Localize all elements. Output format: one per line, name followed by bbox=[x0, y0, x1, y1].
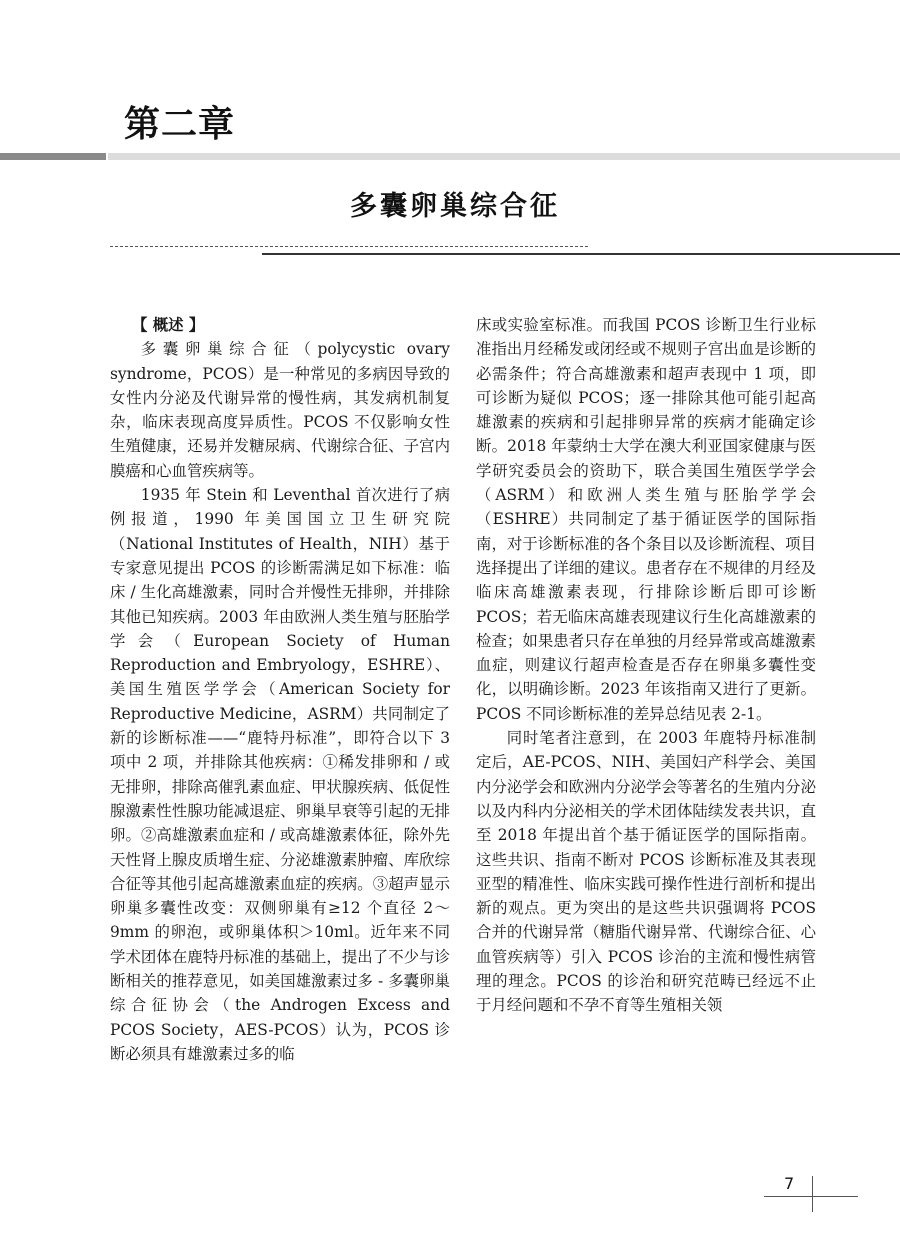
chapter-title: 多囊卵巢综合征 bbox=[350, 191, 560, 222]
title-rule-solid bbox=[262, 253, 900, 255]
header-rule-light bbox=[108, 153, 900, 160]
header-rule-dark bbox=[0, 153, 106, 160]
right-column bbox=[476, 313, 816, 1018]
paragraph: 1935 年 Stein 和 Leventhal 首次进行了病例报道，1990 年美国国立卫生研究院（National Institutes of Health，NIH）基于专家意见提出 PCOS 的诊断需满足如下标准：临床 / 生化高雄激素，同时合并慢性无排卵，并排除其他已知疾病。2003 年由欧洲人类生殖与胚胎学学会（European Society of Human Reproduction and Embryology，ESHRE）、美国生殖医学学会（American Society for Reproductive Medicine，ASRM）共同制定了新的诊断标准——“鹿特丹标准”，即符合以下 3 项中 2 项，并排除其他疾病：①稀发排卵和 / 或无排卵，排除高催乳素血症、甲状腺疾病、低促性腺激素性性腺功能减退症、卵巢早衰等引起的无排卵。②高雄激素血症和 / 或高雄激素体征，除外先天性肾上腺皮质增生症、分泌雄激素肿瘤、库欣综合征等其他引起高雄激素血症的疾病。③超声显示卵巢多囊性改变：双侧卵巢有≥12 个直径 2～9mm 的卵泡，或卵巢体积＞10ml。近年来不同学术团体在鹿特丹标准的基础上，提出了不少与诊断相关的推荐意见，如美国雄激素过多 - 多囊卵巢综合征协会（the Androgen Excess and PCOS Society，AES-PCOS）认为，PCOS 诊断必须具有雄激素过多的临 bbox=[110, 486, 450, 1063]
left-column bbox=[110, 313, 450, 1066]
paragraph: 同时笔者注意到，在 2003 年鹿特丹标准制定后，AE-PCOS、NIH、美国妇产科学会、美国内分泌学会和欧洲内分泌学会等著名的生殖内分泌以及内科内分泌相关的学术团体陆续发表共识，直至 2018 年提出首个基于循证医学的国际指南。这些共识、指南不断对 PCOS 诊断标准及其表现亚型的精准性、临床实践可操作性进行剖析和提出新的观点。更为突出的是这些共识强调将 PCOS 合并的代谢异常（糖脂代谢异常、代谢综合征、心血管疾病等）引入 PCOS 诊治的主流和慢性病管理的理念。PCOS 的诊治和研究范畴已经远不止于月经问题和不孕不育等生殖相关领 bbox=[476, 729, 816, 1015]
title-rule-dotted bbox=[110, 246, 588, 247]
page-number: 7 bbox=[784, 1174, 795, 1193]
footer-divider bbox=[812, 1176, 813, 1212]
section-heading: 【 概述 】 bbox=[132, 316, 205, 334]
chapter-label: 第二章 bbox=[124, 104, 236, 145]
paragraph-continuation: 床或实验室标准。而我国 PCOS 诊断卫生行业标准指出月经稀发或闭经或不规则子宫出血是诊断的必需条件；符合高雄激素和超声表现中 1 项，即可诊断为疑似 PCOS；逐一排除其他可能引起高雄激素的疾病和引起排卵异常的疾病才能确定诊断。2018 年蒙纳士大学在澳大利亚国家健康与医学研究委员会的资助下，联合美国生殖医学学会（ASRM）和欧洲人类生殖与胚胎学学会（ESHRE）共同制定了基于循证医学的国际指南，对于诊断标准的各个条目以及诊断流程、项目选择提出了详细的建议。患者存在不规律的月经及临床高雄激素表现，行排除诊断后即可诊断 PCOS；若无临床高雄表现建议行生化高雄激素的检查；如果患者只存在单独的月经异常或高雄激素血症，则建议行超声检查是否存在卵巢多囊性变化，以明确诊断。2023 年该指南又进行了更新。PCOS 不同诊断标准的差异总结见表 2-1。 bbox=[476, 316, 816, 723]
footer-rule bbox=[764, 1196, 858, 1197]
paragraph: 多囊卵巢综合征（polycystic ovary syndrome，PCOS）是一种常见的多病因导致的女性内分泌及代谢异常的慢性病，其发病机制复杂，临床表现高度异质性。PCOS 不仅影响女性生殖健康，还易并发糖尿病、代谢综合征、子宫内膜癌和心血管疾病等。 bbox=[110, 340, 450, 480]
